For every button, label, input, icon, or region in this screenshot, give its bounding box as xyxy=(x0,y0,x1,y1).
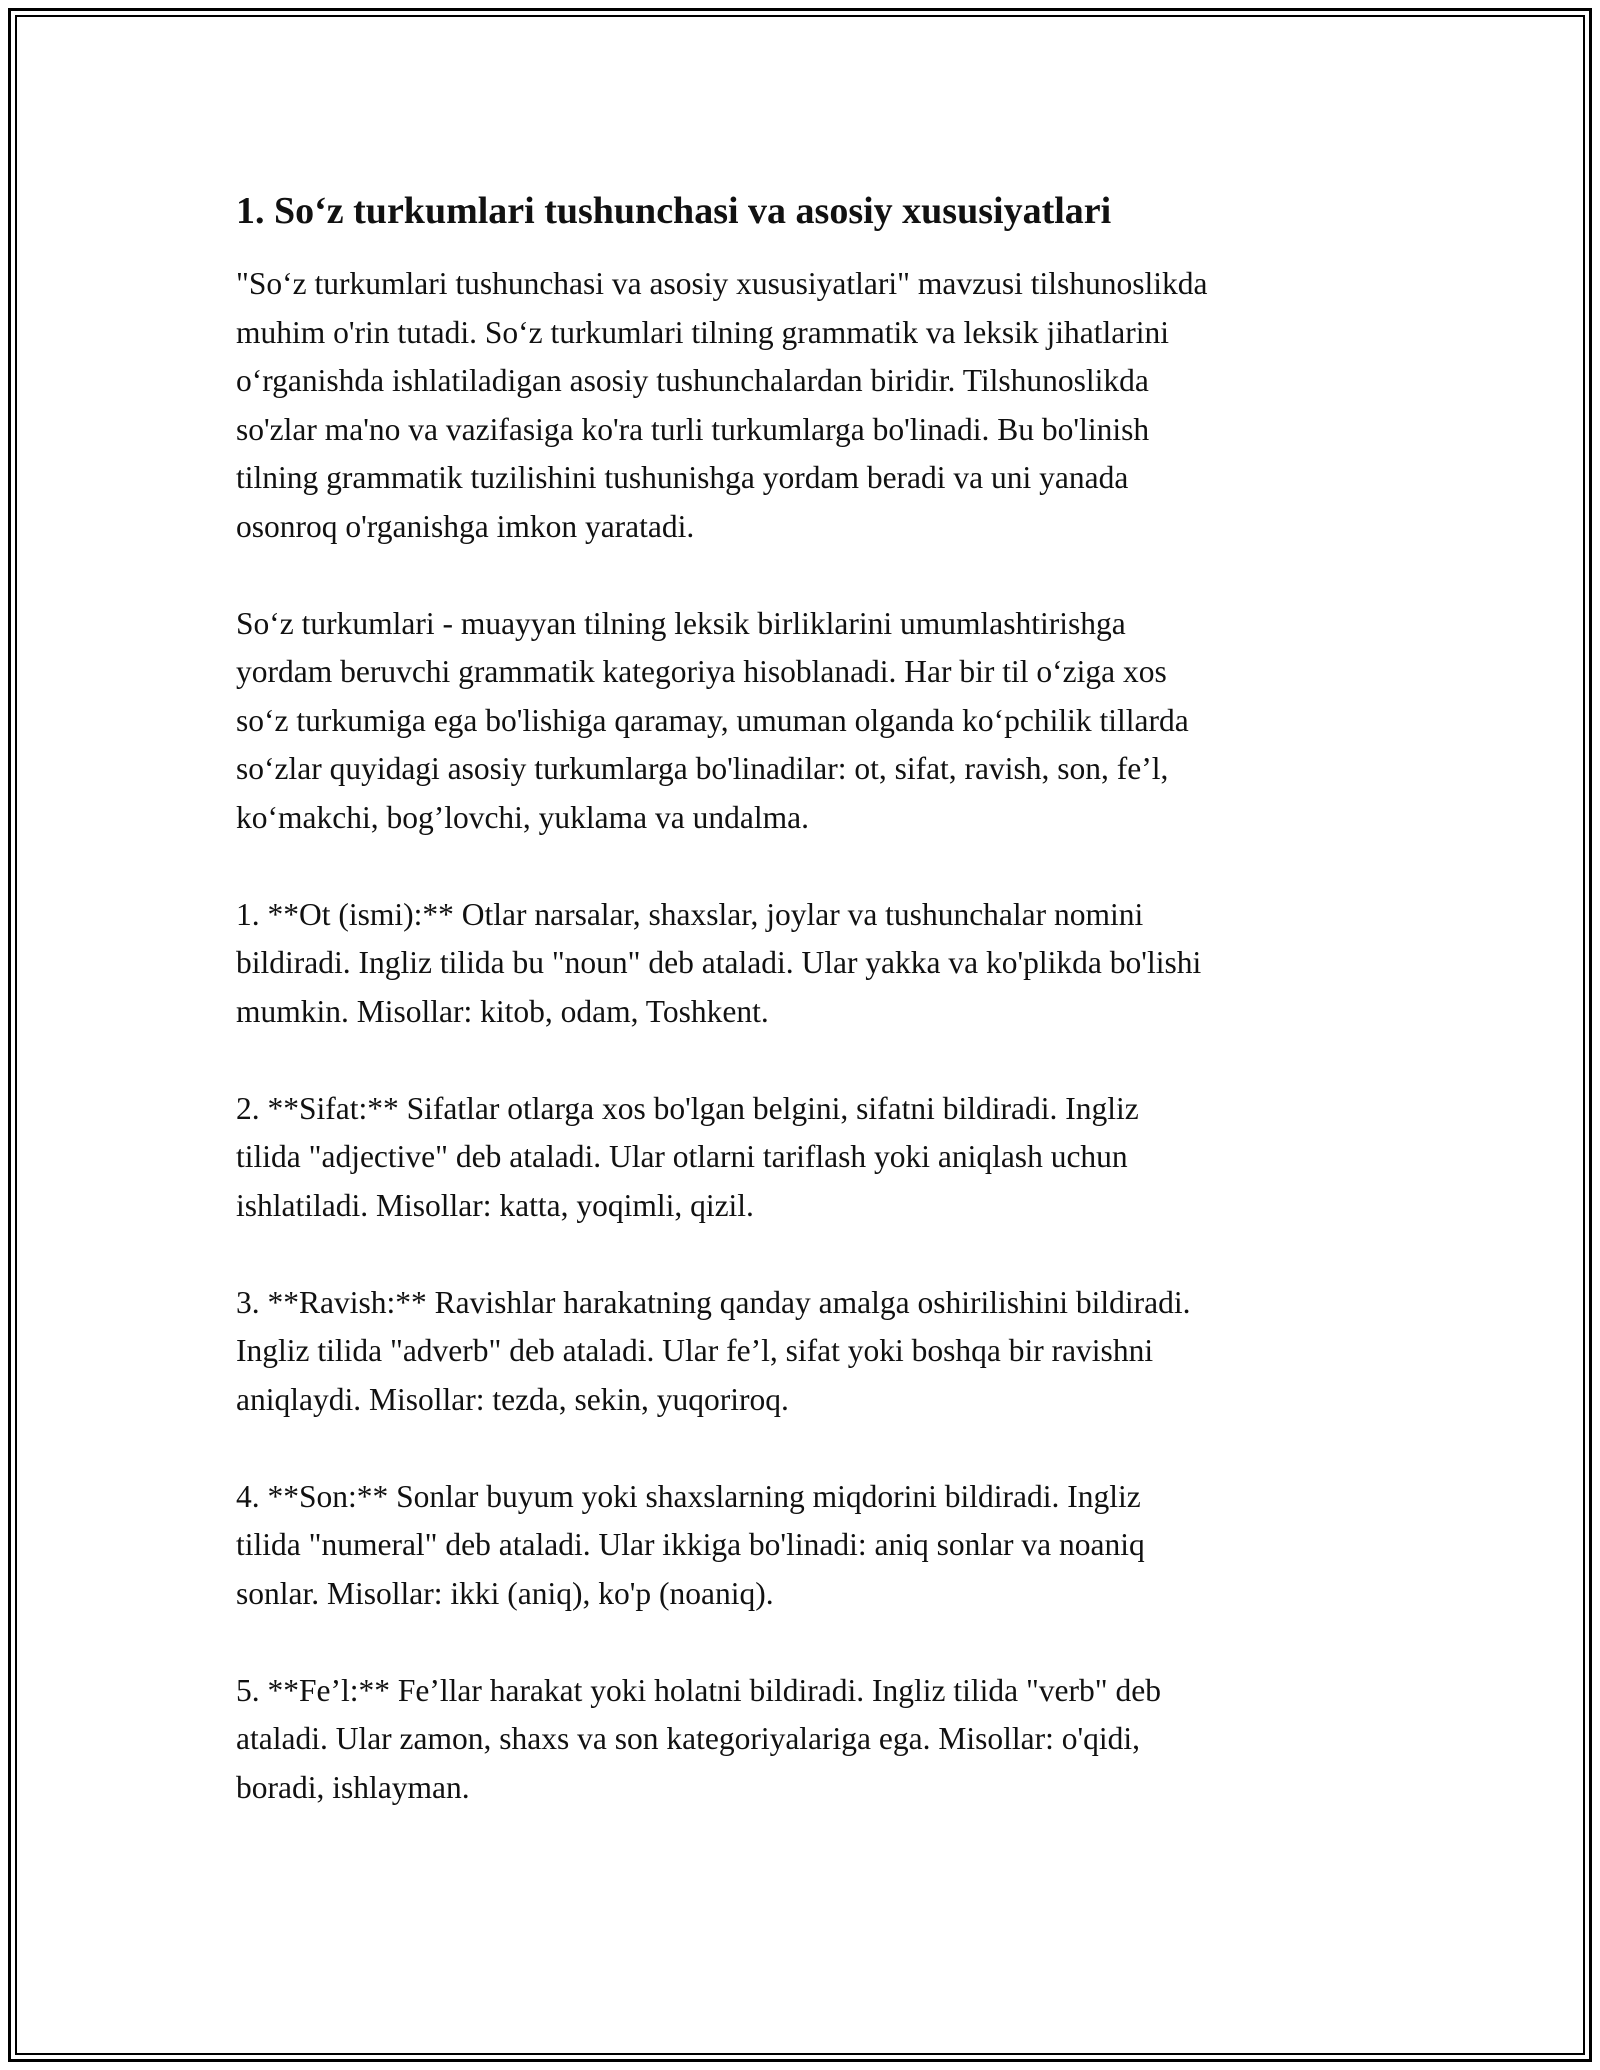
list-item-son: 4. **Son:** Sonlar buyum yoki shaxslarning miqdorini bildiradi. Ingliz tilida "numeral" deb ataladi. Ular ikkiga bo'linadi: aniq sonlar va noaniq sonlar. Misollar: ikki (aniq), ko'p (noaniq). xyxy=(236,1478,1145,1611)
document-body xyxy=(236,186,1386,1861)
paragraph-intro: "So‘z turkumlari tushunchasi va asosiy xususiyatlari" mavzusi tilshunoslikda muhim o'rin tutadi. So‘z turkumlari tilning grammatik va leksik jihatlarini o‘rganishda ishlatiladigan asosiy tushunchalardan biridir. Tilshunoslikda so'zlar ma'no va vazifasiga ko'ra turli turkumlarga bo'linadi. Bu bo'linish tilning grammatik tuzilishini tushunishga yordam beradi va uni yanada osonroq o'rganishga imkon yaratadi. xyxy=(236,266,1208,544)
section-heading: 1. So‘z turkumlari tushunchasi va asosiy xususiyatlari xyxy=(236,190,1112,232)
list-item-sifat: 2. **Sifat:** Sifatlar otlarga xos bo'lgan belgini, sifatni bildiradi. Ingliz tilida "adjective" deb ataladi. Ular otlarni tariflash yoki aniqlash uchun ishlatiladi. Misollar: katta, yoqimli, qizil. xyxy=(236,1090,1139,1223)
list-item-ot: 1. **Ot (ismi):** Otlar narsalar, shaxslar, joylar va tushunchalar nomini bildiradi. Ingliz tilida bu "noun" deb ataladi. Ular yakka va ko'plikda bo'lishi mumkin. Misollar: kitob, odam, Toshkent. xyxy=(236,896,1202,1029)
paragraph-definition: So‘z turkumlari - muayyan tilning leksik birliklarini umumlashtirishga yordam beruvchi grammatik kategoriya hisoblanadi. Har bir til o‘ziga xos so‘z turkumiga ega bo'lishiga qaramay, umuman olganda ko‘pchilik tillarda so‘zlar quyidagi asosiy turkumlarga bo'linadilar: ot, sifat, ravish, son, fe’l, ko‘makchi, bog’lovchi, yuklama va undalma. xyxy=(236,605,1189,835)
list-item-ravish: 3. **Ravish:** Ravishlar harakatning qanday amalga oshirilishini bildiradi. Ingliz tilida "adverb" deb ataladi. Ular fe’l, sifat yoki boshqa bir ravishni aniqlaydi. Misollar: tezda, sekin, yuqoriroq. xyxy=(236,1284,1191,1417)
list-item-fel: 5. **Fe’l:** Fe’llar harakat yoki holatni bildiradi. Ingliz tilida "verb" deb ataladi. Ular zamon, shaxs va son kategoriyalariga ega. Misollar: o'qidi, boradi, ishlayman. xyxy=(236,1672,1161,1805)
